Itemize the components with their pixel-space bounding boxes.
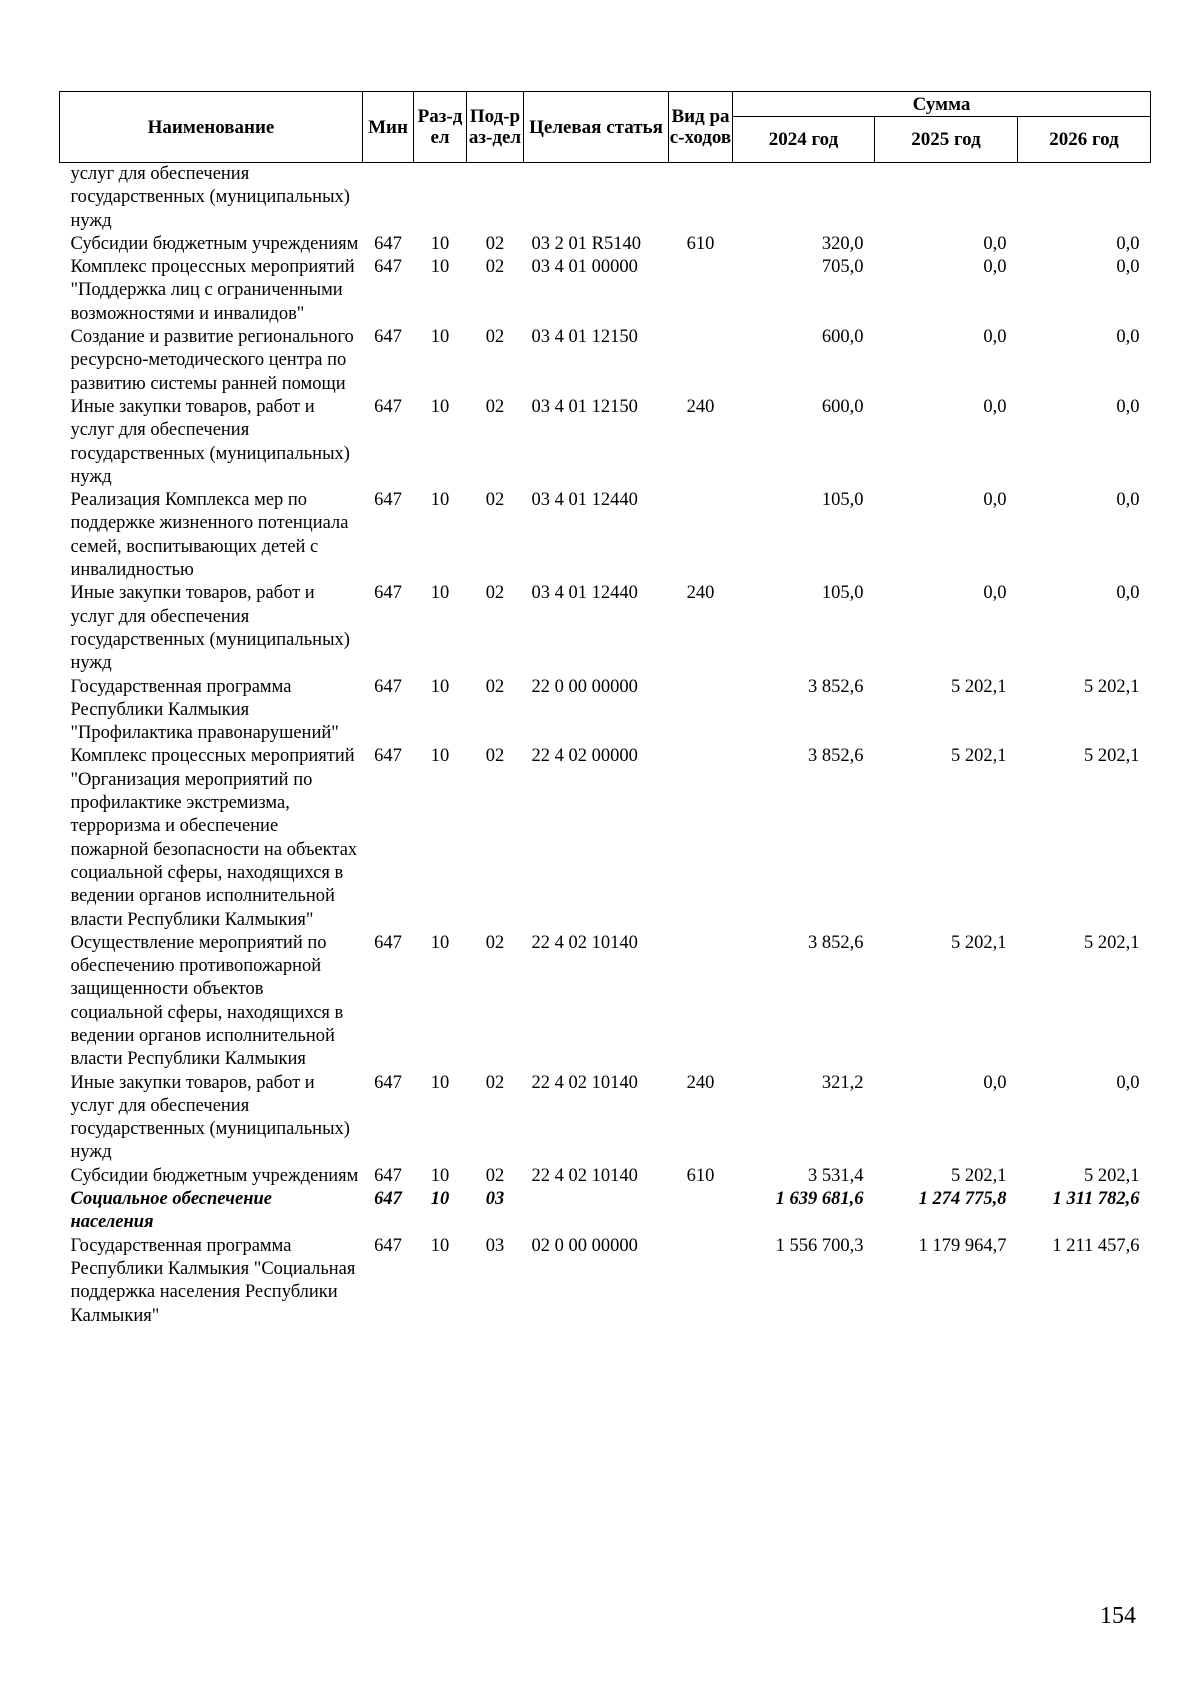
table-row: [60, 163, 1151, 233]
cell-2025: 5 202,1: [951, 676, 1007, 697]
cell-2026: [1018, 163, 1151, 233]
cell-2024: 705,0: [821, 257, 864, 278]
header-min: Мин: [363, 92, 414, 163]
cell-razdel: 10: [430, 583, 450, 604]
page-number: 154: [1100, 1603, 1136, 1629]
cell-podrazdel: 02: [485, 396, 505, 417]
cell-target: [524, 1188, 669, 1235]
cell-2024: 105,0: [821, 490, 864, 511]
cell-2025: 0,0: [983, 233, 1007, 254]
cell-vid: [669, 256, 733, 326]
cell-2025: 0,0: [983, 396, 1007, 417]
cell-vid: [669, 163, 733, 233]
cell-name: Осуществление мероприятий по обеспечению противопожарной защищенности объектов социальной сферы, находящихся в ведении органов исполнительной власти Республики Калмыкия: [70, 932, 344, 1070]
cell-2024: 105,0: [821, 583, 864, 604]
cell-podrazdel: [467, 163, 524, 233]
cell-target: 03 4 01 12440: [531, 490, 638, 511]
cell-podrazdel: 02: [485, 327, 505, 348]
cell-name: Иные закупки товаров, работ и услуг для обеспечения государственных (муниципальных) нужд: [70, 583, 350, 674]
cell-2026: 1 311 782,6: [1052, 1189, 1140, 1210]
table-row: [60, 1235, 1151, 1328]
cell-vid: [669, 745, 733, 931]
cell-name: Создание и развитие регионального ресурсно-методического центра по развитию системы ранней помощи: [70, 327, 354, 394]
cell-podrazdel: 02: [485, 932, 505, 953]
cell-razdel: 10: [430, 327, 450, 348]
cell-name: Государственная программа Республики Калмыкия "Профилактика правонарушений": [70, 676, 339, 744]
cell-podrazdel: 02: [485, 1072, 505, 1093]
cell-2026: 0,0: [1116, 583, 1140, 604]
cell-target: 03 4 01 12440: [531, 583, 638, 604]
cell-2025: 1 274 775,8: [918, 1189, 1007, 1210]
cell-podrazdel: 02: [485, 257, 505, 278]
cell-2026: 0,0: [1116, 1072, 1140, 1093]
cell-2026: 5 202,1: [1084, 1165, 1140, 1186]
cell-2024: [733, 163, 875, 233]
table-row: [60, 233, 1151, 256]
cell-2025: [875, 163, 1018, 233]
cell-2025: 5 202,1: [951, 1165, 1007, 1186]
header-target: Целевая статья: [524, 92, 669, 163]
cell-min: 647: [374, 1189, 402, 1210]
cell-vid: [669, 489, 733, 582]
budget-table: [59, 91, 1151, 1328]
header-podrazdel: Под-раз-дел: [467, 92, 524, 163]
cell-min: 647: [374, 327, 402, 348]
cell-vid: [669, 1235, 733, 1328]
header-razdel: Раз-дел: [414, 92, 467, 163]
cell-min: 647: [374, 1072, 402, 1093]
cell-min: 647: [374, 1165, 402, 1186]
table-row: [60, 582, 1151, 675]
cell-target: 22 4 02 10140: [531, 932, 638, 953]
cell-2026: 5 202,1: [1084, 932, 1140, 953]
cell-razdel: [414, 163, 467, 233]
cell-podrazdel: 02: [485, 676, 505, 697]
cell-razdel: 10: [430, 1235, 450, 1256]
cell-min: 647: [374, 583, 402, 604]
cell-target: 03 4 01 12150: [531, 327, 638, 348]
cell-2026: 5 202,1: [1084, 676, 1140, 697]
cell-name: Государственная программа Республики Калмыкия "Социальная поддержка населения Республики Калмыкия": [70, 1235, 356, 1326]
cell-2025: 0,0: [983, 1072, 1007, 1093]
cell-2024: 3 852,6: [808, 932, 864, 953]
cell-min: 647: [374, 396, 402, 417]
cell-2024: 600,0: [821, 396, 864, 417]
cell-2026: 5 202,1: [1084, 746, 1140, 767]
cell-razdel: 10: [430, 932, 450, 953]
cell-2026: 0,0: [1116, 233, 1140, 254]
cell-2024: 1 556 700,3: [775, 1235, 864, 1256]
cell-razdel: 10: [430, 490, 450, 511]
cell-2024: 320,0: [821, 233, 864, 254]
cell-2024: 321,2: [821, 1072, 864, 1093]
table-row: [60, 256, 1151, 326]
cell-min: 647: [374, 932, 402, 953]
cell-podrazdel: 02: [485, 746, 505, 767]
cell-target: 22 0 00 00000: [531, 676, 638, 697]
cell-2025: 0,0: [983, 490, 1007, 511]
header-summa: Сумма: [733, 92, 1151, 117]
cell-2026: 1 211 457,6: [1052, 1235, 1140, 1256]
cell-vid: [669, 326, 733, 396]
cell-podrazdel: 03: [485, 1235, 505, 1256]
cell-razdel: 10: [430, 396, 450, 417]
cell-target: 22 4 02 10140: [531, 1165, 638, 1186]
cell-target: 22 4 02 00000: [531, 746, 638, 767]
header-name: Наименование: [60, 92, 363, 163]
table-row: [60, 1188, 1151, 1235]
cell-vid: 240: [686, 396, 715, 417]
cell-min: 647: [374, 1235, 402, 1256]
cell-min: 647: [374, 490, 402, 511]
cell-2025: 5 202,1: [951, 932, 1007, 953]
cell-name: Субсидии бюджетным учреждениям: [70, 233, 359, 254]
cell-podrazdel: 03: [485, 1189, 505, 1210]
cell-name: Субсидии бюджетным учреждениям: [70, 1165, 359, 1186]
cell-2026: 0,0: [1116, 396, 1140, 417]
table-row: [60, 1072, 1151, 1165]
table-row: [60, 489, 1151, 582]
cell-razdel: 10: [430, 1165, 450, 1186]
header-2024: 2024 год: [733, 117, 875, 163]
cell-name: Иные закупки товаров, работ и услуг для обеспечения государственных (муниципальных) нужд: [70, 1072, 350, 1163]
cell-target: [524, 163, 669, 233]
cell-2025: 0,0: [983, 257, 1007, 278]
cell-2025: 0,0: [983, 327, 1007, 348]
cell-razdel: 10: [430, 233, 450, 254]
cell-2026: 0,0: [1116, 327, 1140, 348]
cell-razdel: 10: [430, 1072, 450, 1093]
table-row: [60, 932, 1151, 1072]
cell-razdel: 10: [430, 257, 450, 278]
table-header: [60, 92, 1151, 163]
header-2025: 2025 год: [875, 117, 1018, 163]
cell-podrazdel: 02: [485, 1165, 505, 1186]
cell-target: 02 0 00 00000: [531, 1235, 638, 1256]
cell-2026: 0,0: [1116, 490, 1140, 511]
cell-2025: 5 202,1: [951, 746, 1007, 767]
cell-target: 22 4 02 10140: [531, 1072, 638, 1093]
cell-target: 03 4 01 00000: [531, 257, 638, 278]
table-row: [60, 326, 1151, 396]
cell-target: 03 2 01 R5140: [531, 233, 641, 254]
cell-name: Реализация Комплекса мер по поддержке жизненного потенциала семей, воспитывающих детей с инвалидностью: [70, 490, 349, 581]
cell-2024: 3 531,4: [808, 1165, 864, 1186]
cell-vid: 610: [686, 1165, 715, 1186]
cell-2024: 3 852,6: [808, 746, 864, 767]
cell-min: 647: [374, 233, 402, 254]
cell-vid: [669, 1188, 733, 1235]
header-vid: Вид рас-ходов: [669, 92, 733, 163]
cell-razdel: 10: [430, 746, 450, 767]
cell-min: [363, 163, 414, 233]
cell-name: Комплекс процессных мероприятий "Организация мероприятий по профилактике экстремизма, терроризма и обеспечение пожарной безопасности на объектах социальной сферы, находящихся в ведении органов исполнительной власти Республики Калмыкия": [70, 746, 358, 930]
cell-podrazdel: 02: [485, 490, 505, 511]
cell-2026: 0,0: [1116, 257, 1140, 278]
cell-vid: [669, 676, 733, 746]
table-row: [60, 745, 1151, 931]
cell-vid: [669, 932, 733, 1072]
cell-min: 647: [374, 746, 402, 767]
table-row: [60, 676, 1151, 746]
cell-2025: 0,0: [983, 583, 1007, 604]
cell-razdel: 10: [430, 676, 450, 697]
cell-min: 647: [374, 257, 402, 278]
cell-name: Комплекс процессных мероприятий "Поддержка лиц с ограниченными возможностями и инвалидов": [70, 257, 355, 324]
cell-2024: 1 639 681,6: [775, 1189, 864, 1210]
cell-name: Иные закупки товаров, работ и услуг для обеспечения государственных (муниципальных) нужд: [70, 396, 350, 487]
cell-podrazdel: 02: [485, 583, 505, 604]
header-2026: 2026 год: [1018, 117, 1151, 163]
table-body: [60, 163, 1151, 1328]
cell-vid: 610: [686, 233, 715, 254]
cell-target: 03 4 01 12150: [531, 396, 638, 417]
cell-min: 647: [374, 676, 402, 697]
cell-name: Социальное обеспечение населения: [70, 1189, 272, 1233]
cell-2025: 1 179 964,7: [918, 1235, 1007, 1256]
cell-vid: 240: [686, 1072, 715, 1093]
table-row: [60, 396, 1151, 489]
cell-razdel: 10: [430, 1189, 450, 1210]
cell-2024: 3 852,6: [808, 676, 864, 697]
cell-podrazdel: 02: [485, 233, 505, 254]
cell-vid: 240: [686, 583, 715, 604]
cell-2024: 600,0: [821, 327, 864, 348]
cell-name: услуг для обеспечения государственных (муниципальных) нужд: [70, 164, 350, 231]
table-row: [60, 1165, 1151, 1188]
